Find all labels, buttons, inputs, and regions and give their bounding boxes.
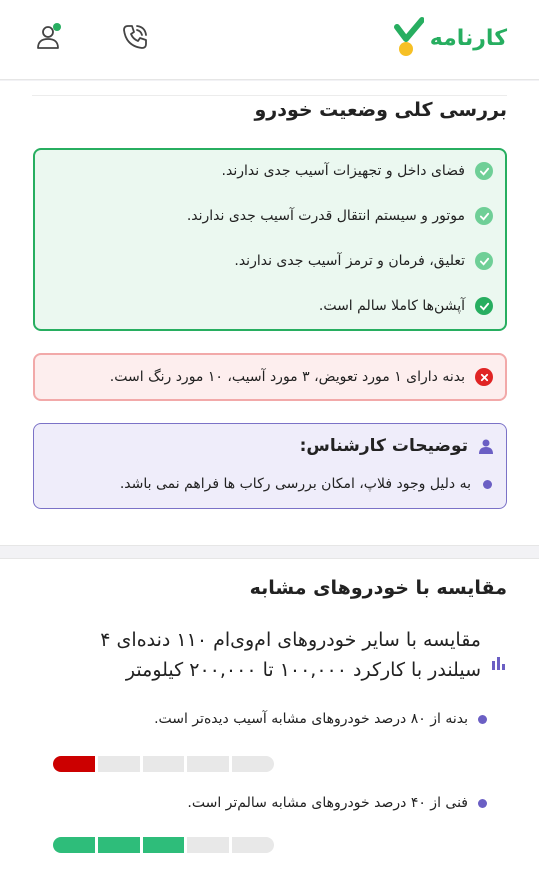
progress-segment [187,756,229,772]
expert-notes-box [33,423,507,509]
app-header [0,0,539,80]
body-damage-warning [33,353,507,401]
check-item [187,207,493,225]
logo-text: کارنامه [429,25,507,51]
progress-segment [143,756,185,772]
progress-segment [232,756,274,772]
check-icon [475,297,493,315]
technical-stat-text: فنی از ۴۰ درصد خودروهای مشابه سالم‌تر است. [187,795,468,811]
check-text: آپشن‌ها کاملا سالم است. [318,298,465,314]
progress-segment [143,837,185,853]
check-item [319,297,493,315]
body-progress-bar [53,756,274,772]
technical-stat [187,795,487,811]
check-icon [475,162,493,180]
logo[interactable] [394,16,507,60]
comparison-heading-text: مقایسه با سایر خودروهای ام‌وی‌ام ۱۱۰ دنده‌ای ۴ سیلندر با کارکرد ۱۰۰,۰۰۰ تا ۲۰۰,۰۰۰ کیلومتر [100,629,481,681]
comparison-card [0,558,539,895]
check-text: فضای داخل و تجهیزات آسیب جدی ندارند. [221,163,465,179]
check-icon [475,207,493,225]
check-text: موتور و سیستم انتقال قدرت آسیب جدی ندارند. [186,208,465,224]
progress-segment [53,756,95,772]
comparison-title: مقایسه با خودروهای مشابه [249,577,507,599]
expert-note-text: به دلیل وجود فلاپ، امکان بررسی رکاب ها فراهم نمی باشد. [119,476,471,492]
check-text: تعلیق، فرمان و ترمز آسیب جدی ندارند. [234,253,465,269]
healthy-checks-box [33,148,507,331]
user-icon [478,438,494,454]
progress-segment [187,837,229,853]
overview-card [0,81,539,546]
overview-title: بررسی کلی وضعیت خودرو [254,99,507,121]
body-stat [154,711,487,727]
body-stat-text: بدنه از ۸۰ درصد خودروهای مشابه آسیب دیده‌تر است. [154,711,468,727]
bar-chart-icon [491,655,507,671]
divider [32,95,507,96]
expert-notes-header [300,436,494,456]
comparison-heading [57,625,507,685]
bullet-dot [478,715,487,724]
logo-check-icon [394,17,424,59]
progress-segment [98,756,140,772]
check-item [222,162,493,180]
bullet-dot [478,799,487,808]
error-icon [475,368,493,386]
expert-note-item [120,476,492,492]
technical-progress-bar [53,837,274,853]
check-icon [475,252,493,270]
user-settings-icon[interactable] [34,22,64,52]
progress-segment [98,837,140,853]
check-item [234,252,493,270]
phone-call-icon[interactable] [120,22,150,52]
warning-text: بدنه دارای ۱ مورد تعویض، ۳ مورد آسیب، ۱۰ مورد رنگ است. [109,369,465,385]
expert-notes-title: توضیحات کارشناس: [299,436,468,456]
progress-segment [53,837,95,853]
progress-segment [232,837,274,853]
bullet-dot [483,480,492,489]
